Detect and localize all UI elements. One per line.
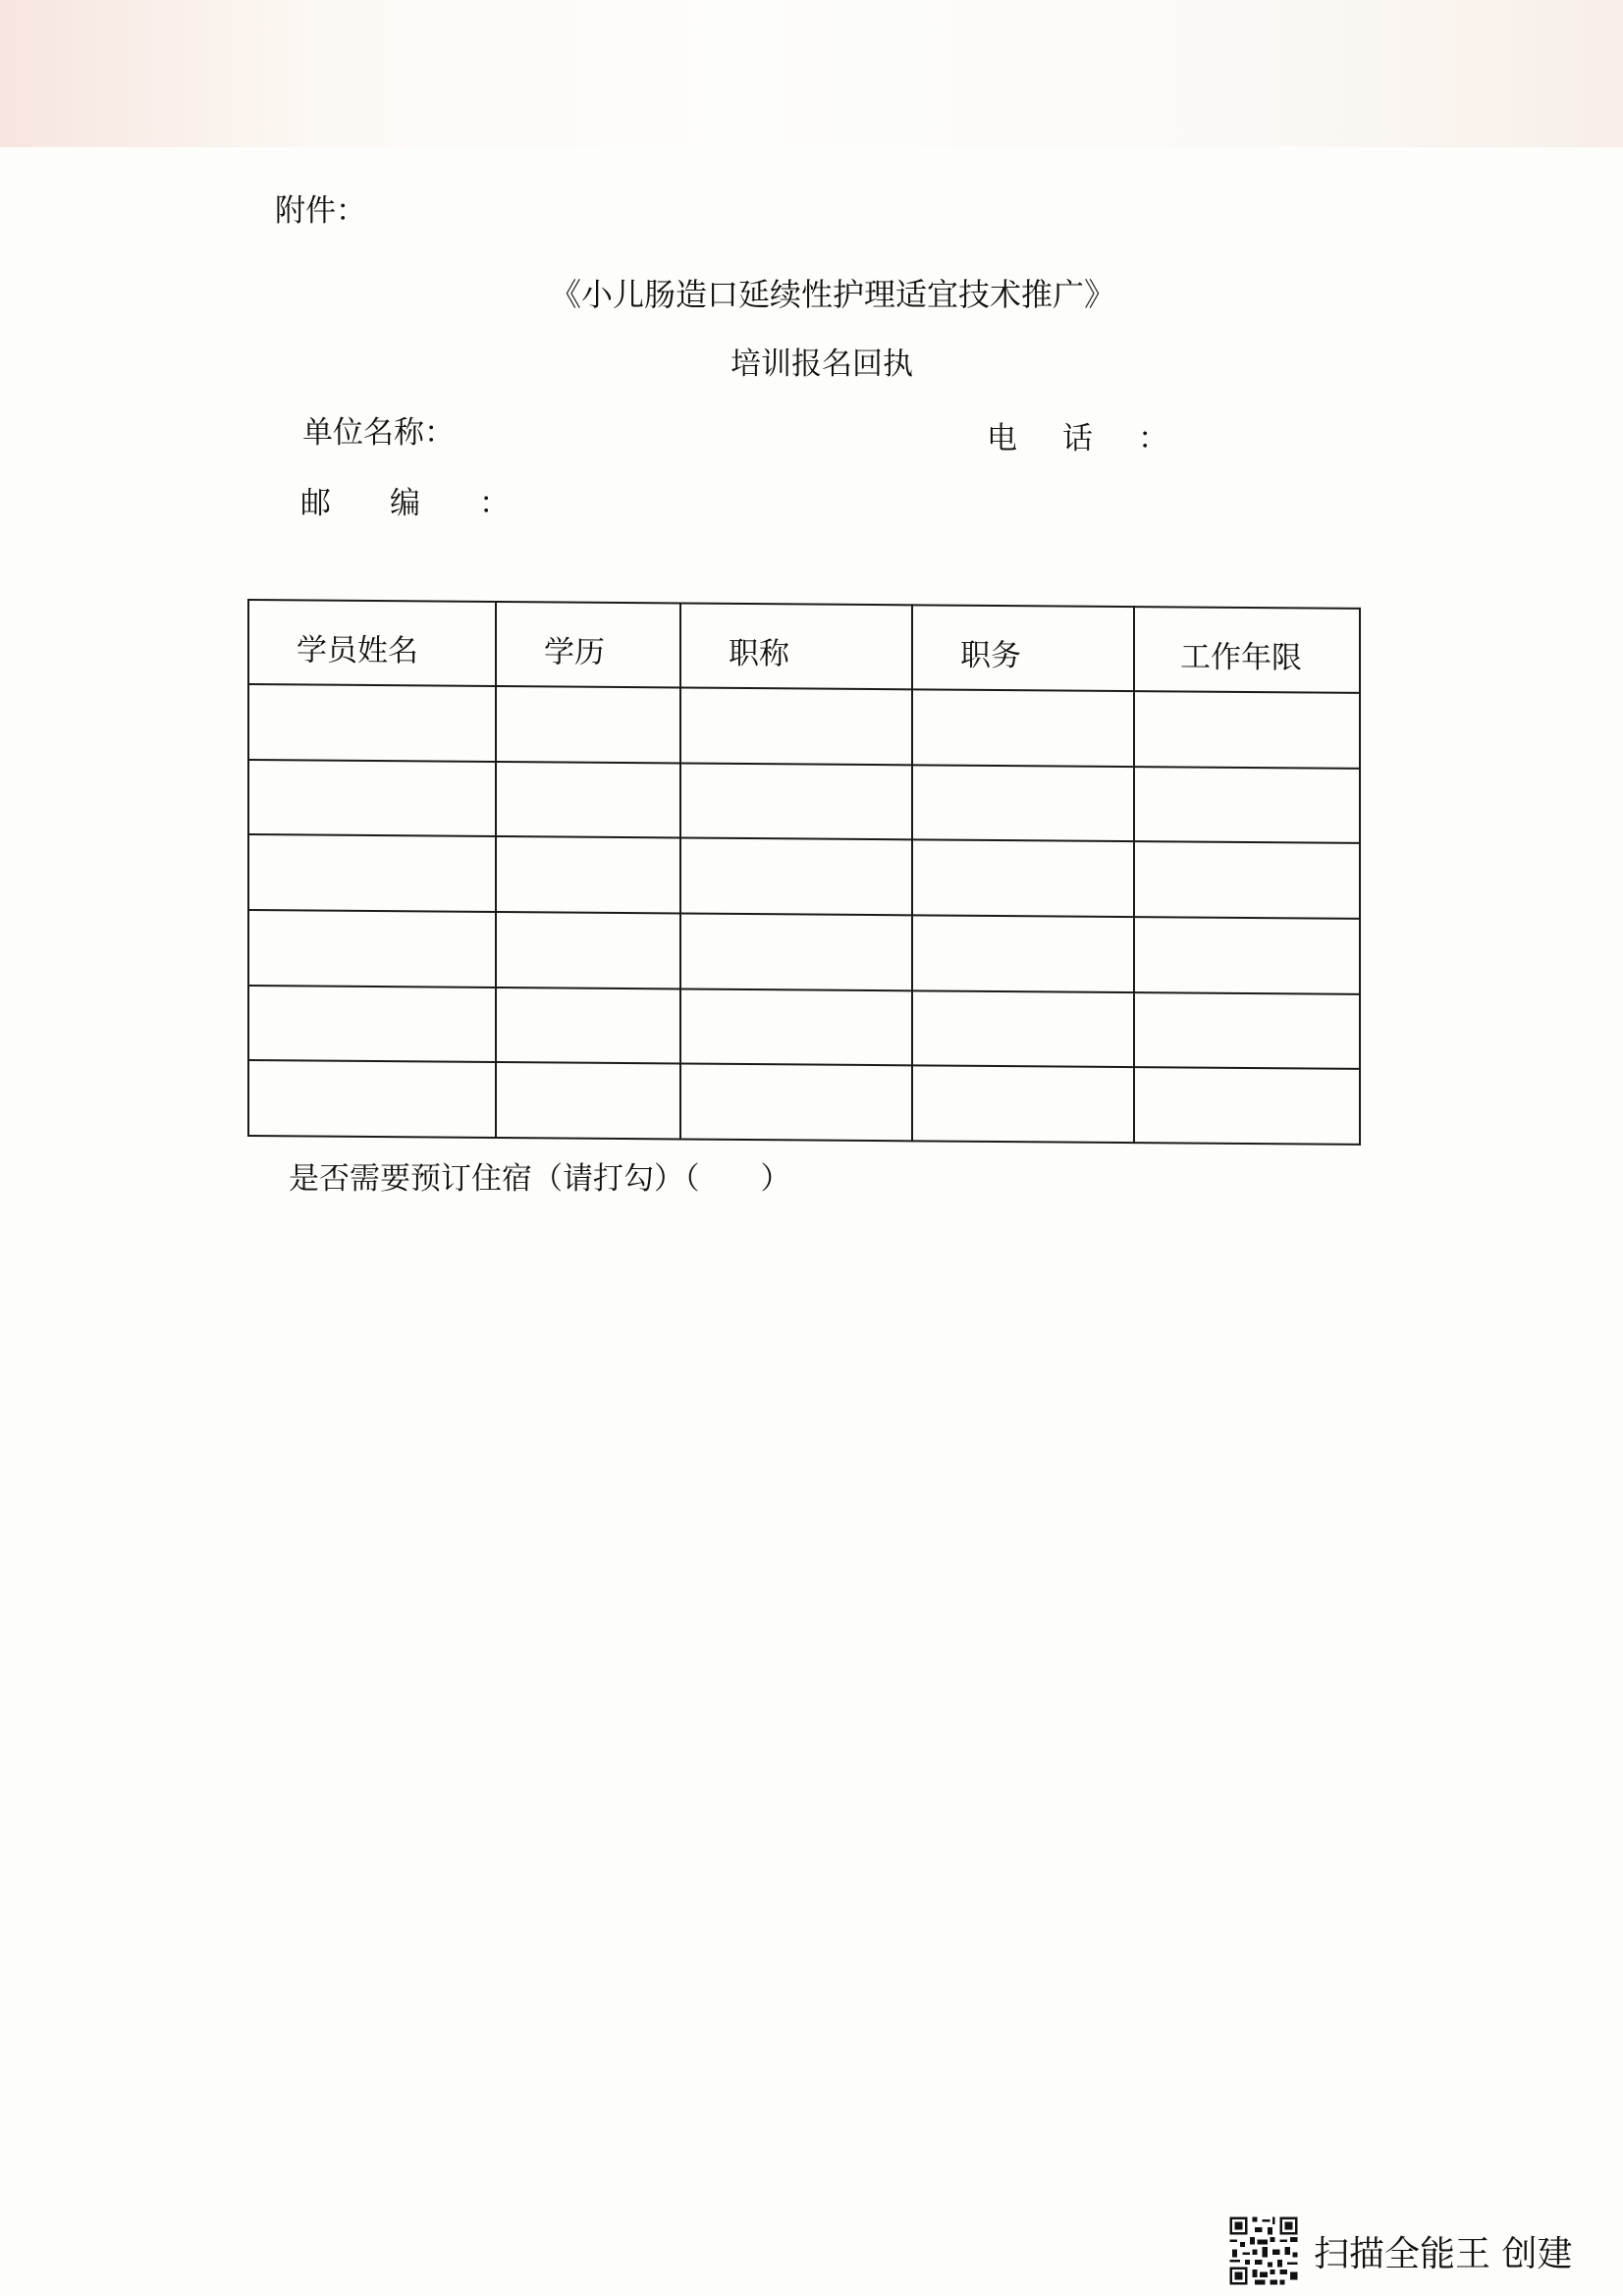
qr-code-icon: [1227, 2215, 1300, 2287]
table-row: [248, 684, 1360, 769]
table-cell[interactable]: [248, 1060, 496, 1138]
registration-table: [247, 599, 1361, 1146]
table-row: [248, 910, 1360, 994]
table-cell[interactable]: [1134, 767, 1360, 843]
table-cell[interactable]: [912, 765, 1134, 841]
lodging-question: 是否需要预订住宿（请打勾）（ ）: [289, 1161, 791, 1197]
table-cell[interactable]: [1134, 992, 1360, 1069]
unit-name-label: 单位名称：: [302, 415, 455, 451]
table-cell[interactable]: [680, 838, 912, 916]
table-row: [248, 986, 1360, 1070]
scanner-watermark: [1227, 2215, 1572, 2287]
phone-label-colon: ：: [1138, 421, 1168, 456]
table-cell[interactable]: [1134, 841, 1360, 918]
header-position: 职务: [912, 605, 1134, 691]
document-subtitle: 培训报名回执: [730, 347, 913, 382]
header-work-years: 工作年限: [1134, 607, 1360, 693]
postcode-label: [300, 486, 510, 521]
document-title: 《小儿肠造口延续性护理适宜技术推广》: [550, 276, 1116, 313]
table-cell[interactable]: [912, 915, 1134, 991]
scanner-watermark-text: 扫描全能王 创建: [1314, 2233, 1573, 2274]
table-header-row: [248, 600, 1360, 693]
table-cell[interactable]: [1134, 691, 1360, 768]
table-cell[interactable]: [912, 1066, 1134, 1143]
table-cell[interactable]: [680, 763, 912, 840]
phone-label: [987, 421, 1168, 456]
postcode-label-text: 邮编: [300, 486, 479, 521]
table-cell[interactable]: [912, 990, 1134, 1067]
table-cell[interactable]: [496, 686, 680, 763]
page-edge-tint: [0, 0, 1623, 147]
table-cell[interactable]: [912, 840, 1134, 917]
table-cell[interactable]: [248, 834, 496, 912]
table-row: [248, 760, 1360, 844]
table-row: [248, 834, 1360, 919]
postcode-label-colon: ：: [479, 486, 510, 521]
table-cell[interactable]: [496, 912, 680, 988]
header-student-name: 学员姓名: [248, 600, 496, 686]
table-cell[interactable]: [680, 687, 912, 765]
header-professional-title: 职称: [680, 603, 912, 689]
table-cell[interactable]: [248, 986, 496, 1063]
table-cell[interactable]: [680, 988, 912, 1066]
table-cell[interactable]: [248, 910, 496, 988]
table-cell[interactable]: [1134, 1067, 1360, 1145]
table-cell[interactable]: [496, 988, 680, 1064]
table-row: [248, 1060, 1360, 1145]
header-education: 学历: [496, 602, 680, 687]
table-cell[interactable]: [496, 836, 680, 913]
table-cell[interactable]: [248, 760, 496, 837]
table-cell[interactable]: [248, 684, 496, 762]
table-cell[interactable]: [496, 762, 680, 838]
table-cell[interactable]: [912, 689, 1134, 766]
table-cell[interactable]: [496, 1062, 680, 1139]
table-cell[interactable]: [1134, 917, 1360, 993]
phone-label-text: 电话: [987, 421, 1138, 456]
attachment-label: 附件：: [275, 193, 366, 229]
table-cell[interactable]: [680, 913, 912, 990]
table-cell[interactable]: [680, 1064, 912, 1142]
